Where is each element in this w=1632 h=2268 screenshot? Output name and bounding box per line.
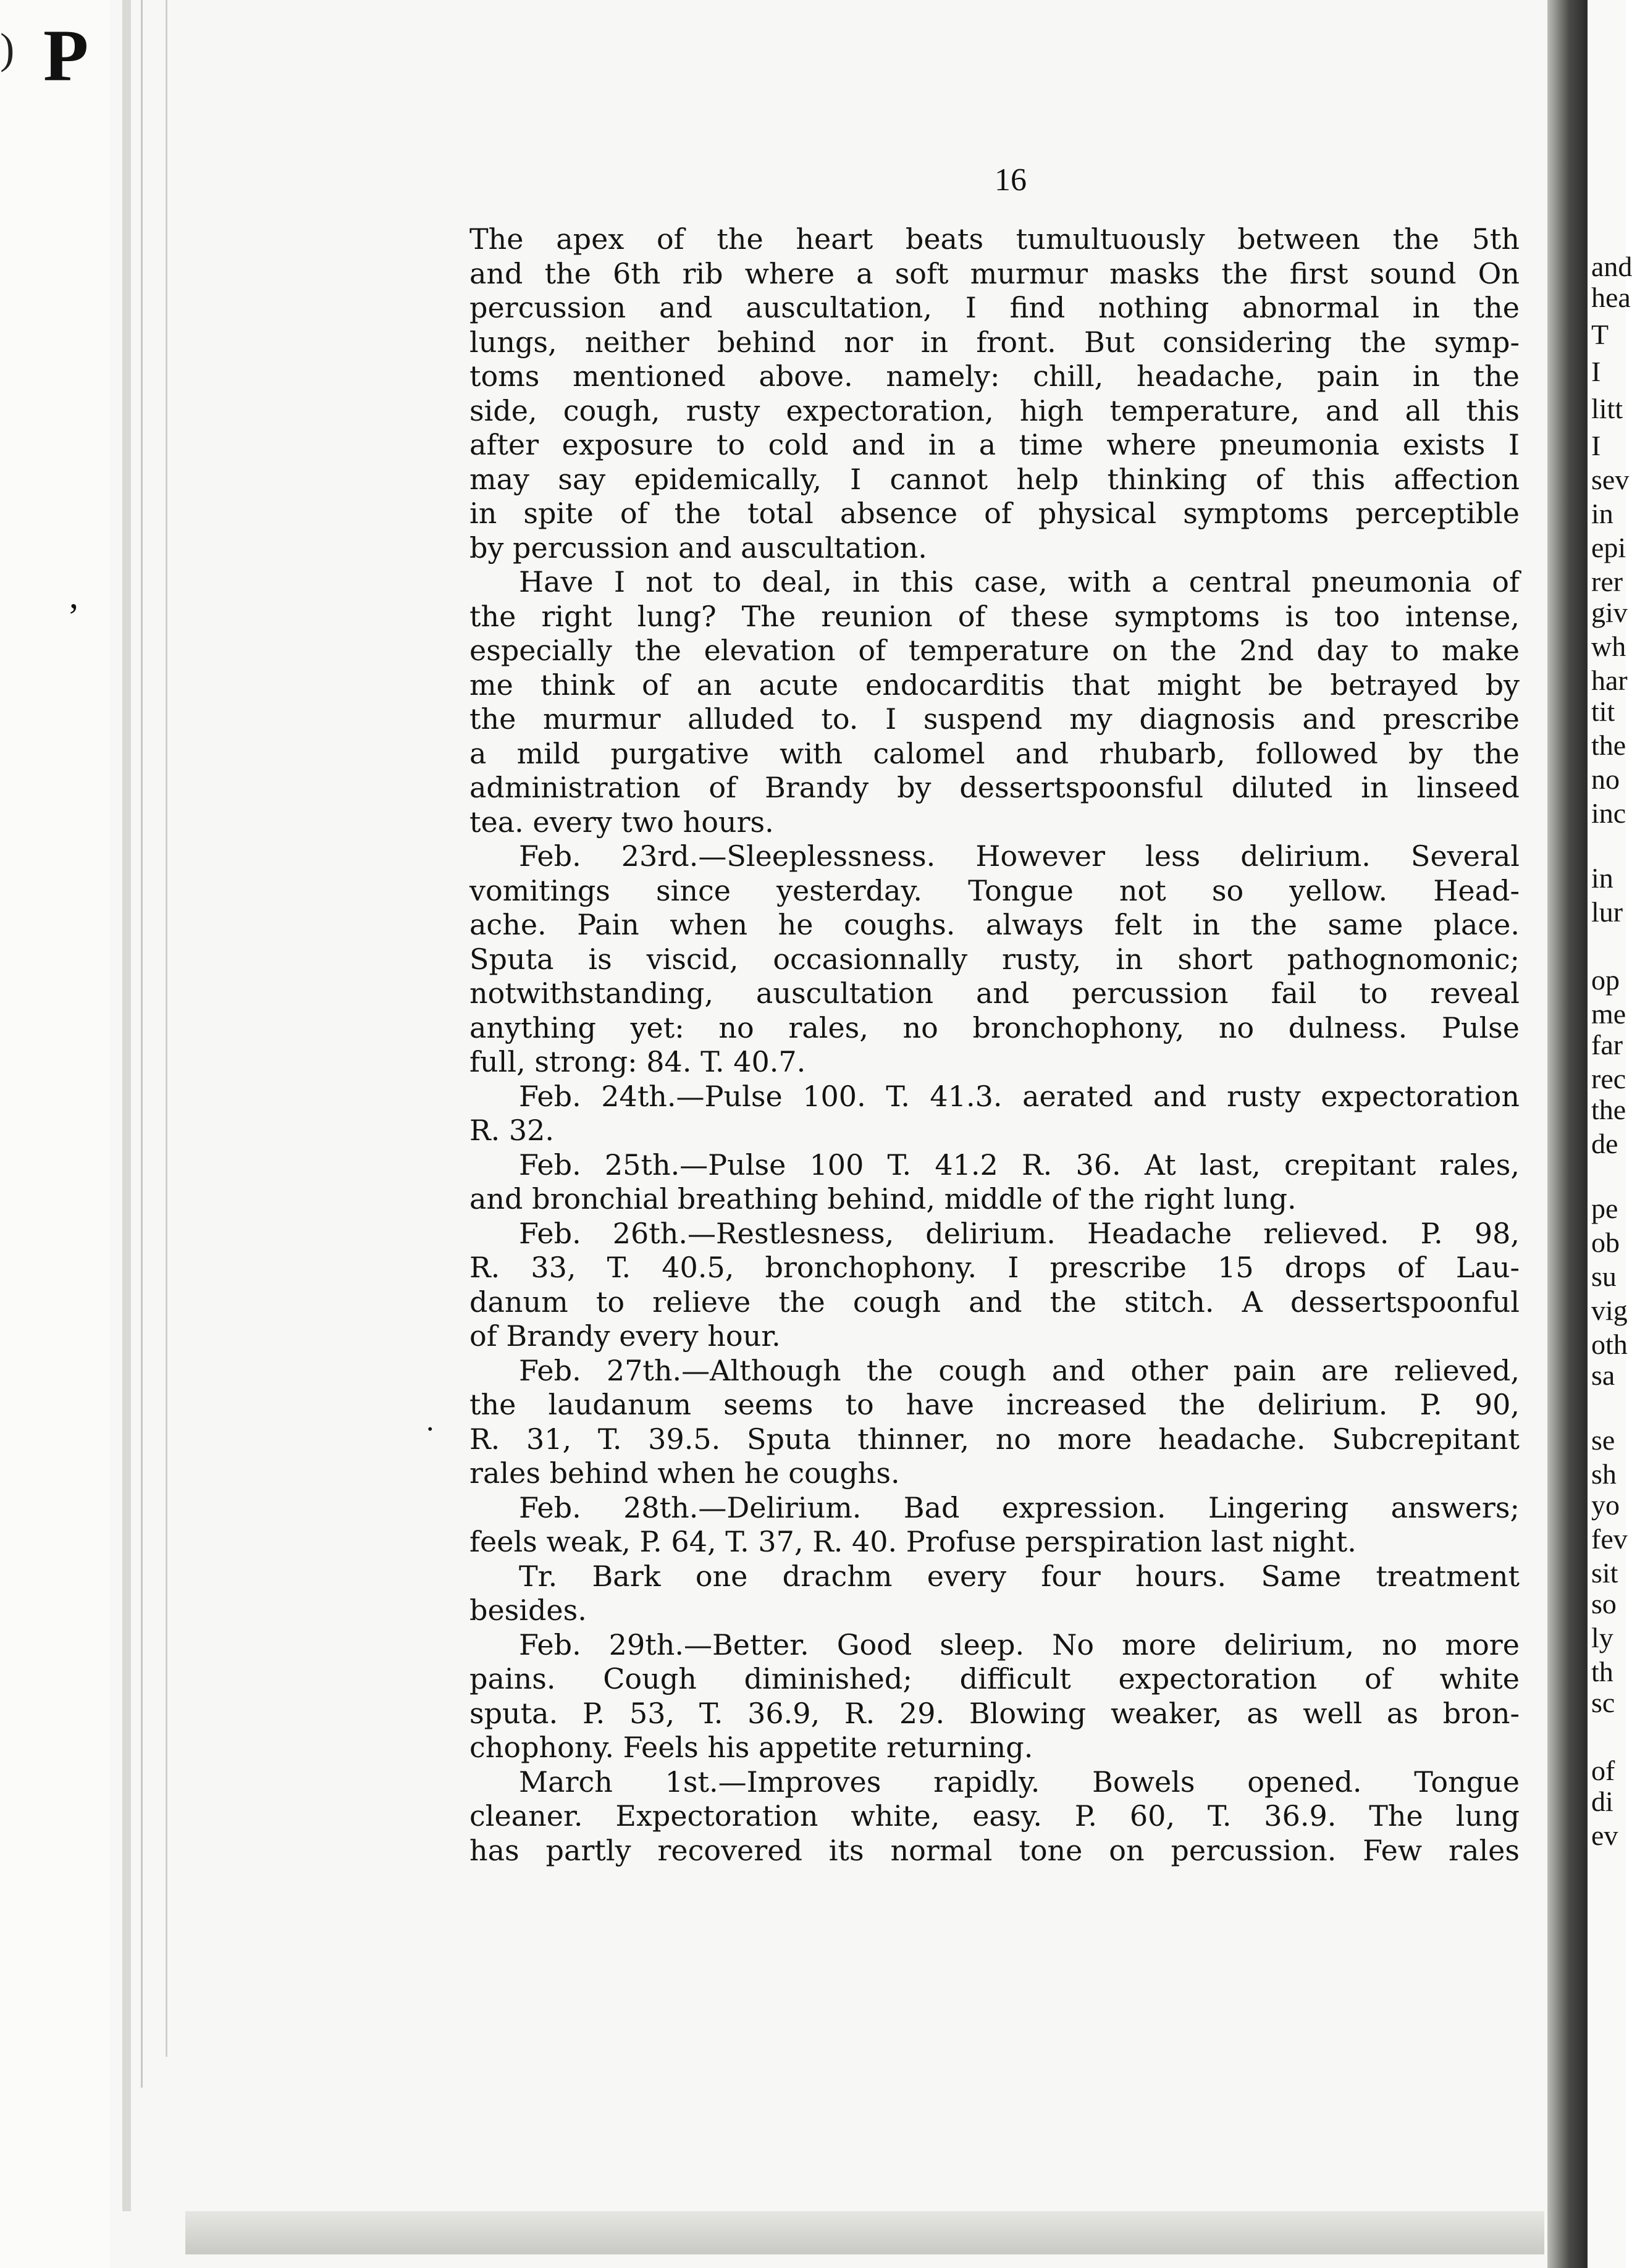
paragraph (469, 1560, 1520, 1628)
next-page-fragment: sev (1591, 464, 1630, 495)
bottom-page-edge (185, 2211, 1544, 2254)
next-page-fragment: wh (1591, 631, 1626, 662)
paragraph (469, 222, 1520, 565)
text-line: anything yet: no rales, no bronchophony, no dulness. Pulse (469, 1010, 1520, 1044)
next-page-fragment: th (1591, 1656, 1613, 1687)
next-page-fragment: vig (1591, 1295, 1628, 1326)
paragraph (469, 839, 1520, 1080)
next-page-fragment: ev (1591, 1820, 1618, 1851)
next-page-fragment: rer (1591, 566, 1623, 597)
next-page-fragment: I (1591, 430, 1601, 461)
text-line: and the 6th rib where a soft murmur masks the first sound On (469, 256, 1520, 290)
text-line: may say epidemically, I cannot help thinking of this affection (469, 462, 1520, 496)
page-edge-line (141, 0, 143, 2088)
next-page-fragment: sit (1591, 1557, 1618, 1589)
next-page-fragment: pe (1591, 1193, 1618, 1224)
text-line: toms mentioned above. namely: chill, headache, pain in the (469, 359, 1520, 393)
text-line: Feb. 28th.—Delirium. Bad expression. Lingering answers; (519, 1490, 1520, 1524)
text-line: chophony. Feels his appetite returning. (469, 1731, 1033, 1764)
previous-page-edge (0, 0, 110, 2268)
text-line: me think of an acute endocarditis that might be betrayed by (469, 668, 1520, 702)
next-page-fragment: su (1591, 1261, 1617, 1292)
text-line: after exposure to cold and in a time where pneumonia exists I (469, 428, 1520, 461)
text-line: side, cough, rusty expectoration, high temperature, and all this (469, 393, 1520, 427)
body-text (469, 222, 1520, 1868)
next-page-fragment: the (1591, 729, 1626, 761)
paragraph (469, 1148, 1520, 1217)
text-line: in spite of the total absence of physical symptoms perceptible (469, 497, 1520, 530)
text-line: and bronchial breathing behind, middle of the right lung. (469, 1182, 1297, 1216)
text-line: Feb. 27th.—Although the cough and other pain are relieved, (519, 1353, 1520, 1387)
paragraph (469, 1765, 1520, 1868)
text-line: the right lung? The reunion of these symptoms is too intense, (469, 599, 1520, 633)
next-page-fragment: oth (1591, 1329, 1628, 1360)
text-line: Feb. 24th.—Pulse 100. T. 41.3. aerated and rusty expectoration (519, 1079, 1520, 1113)
binding-edge (122, 0, 131, 2211)
next-page-fragment: sa (1591, 1359, 1615, 1391)
margin-mark: , (69, 575, 78, 616)
text-line: besides. (469, 1594, 587, 1627)
text-line: sputa. P. 53, T. 36.9, R. 29. Blowing weaker, as well as bron- (469, 1696, 1520, 1730)
text-line: Feb. 23rd.—Sleeplessness. However less delirium. Several (519, 839, 1520, 873)
next-page-fragment: no (1591, 763, 1620, 795)
text-line: Tr. Bark one drachm every four hours. Same treatment (519, 1559, 1520, 1593)
next-page-fragment: inc (1591, 797, 1626, 829)
paragraph (469, 565, 1520, 839)
next-page-fragment: I (1591, 356, 1601, 387)
text-line: the murmur alluded to. I suspend my diagnosis and prescribe (469, 702, 1520, 736)
next-page-fragment: epi (1591, 532, 1626, 563)
text-line: administration of Brandy by dessertspoonsful diluted in linseed (469, 771, 1520, 804)
text-line: percussion and auscultation, I find nothing abnormal in the (469, 291, 1520, 324)
text-line: Have I not to deal, in this case, with a central pneumonia of (519, 565, 1520, 598)
next-page-fragment: of (1591, 1755, 1615, 1786)
text-line: feels weak, P. 64, T. 37, R. 40. Profuse perspiration last night. (469, 1525, 1356, 1558)
text-line: Feb. 29th.—Better. Good sleep. No more delirium, no more (519, 1628, 1520, 1661)
edge-letter: P (43, 14, 89, 96)
text-line: has partly recovered its normal tone on percussion. Few rales (469, 1833, 1520, 1867)
text-line: the laudanum seems to have increased the delirium. P. 90, (469, 1388, 1520, 1421)
next-page-fragment: sc (1591, 1687, 1615, 1718)
paragraph (469, 1080, 1520, 1148)
text-line: lungs, neither behind nor in front. But considering the symp- (469, 325, 1520, 359)
next-page-fragment: fev (1591, 1523, 1628, 1555)
page-edge-line (166, 0, 167, 2057)
text-line: pains. Cough diminished; difficult expectoration of white (469, 1662, 1520, 1695)
next-page-fragment: and (1591, 251, 1632, 282)
next-page-fragment: far (1591, 1029, 1623, 1060)
text-line: The apex of the heart beats tumultuously between the 5th (469, 222, 1520, 256)
text-line: March 1st.—Improves rapidly. Bowels opened. Tongue (519, 1765, 1520, 1799)
next-page-fragment: me (1591, 998, 1626, 1030)
paragraph (469, 1217, 1520, 1354)
next-page-fragment: se (1591, 1424, 1615, 1456)
next-page-fragment: in (1591, 498, 1613, 529)
next-page-fragment: the (1591, 1094, 1626, 1125)
margin-mark: . (426, 1403, 434, 1437)
next-page-fragment: T (1591, 319, 1609, 350)
book-gutter (1547, 0, 1588, 2268)
text-line: by percussion and auscultation. (469, 531, 927, 565)
text-line: cleaner. Expectoration white, easy. P. 60, T. 36.9. The lung (469, 1799, 1520, 1833)
next-page-fragment: giv (1591, 597, 1628, 628)
text-line: a mild purgative with calomel and rhubarb, followed by the (469, 736, 1520, 770)
text-line: Feb. 25th.—Pulse 100 T. 41.2 R. 36. At last, crepitant rales, (519, 1148, 1520, 1182)
text-line: Sputa is viscid, occasionnally rusty, in short pathognomonic; (469, 942, 1520, 976)
text-line: ache. Pain when he coughs. always felt in the same place. (469, 908, 1520, 941)
text-line: R. 31, T. 39.5. Sputa thinner, no more headache. Subcrepitant (469, 1422, 1520, 1456)
next-page-fragment: ob (1591, 1227, 1620, 1258)
paragraph (469, 1628, 1520, 1765)
next-page-fragment: rec (1591, 1063, 1626, 1094)
text-line: tea. every two hours. (469, 805, 774, 839)
paragraph (469, 1491, 1520, 1560)
text-line: danum to relieve the cough and the stitch. A dessertspoonful (469, 1285, 1520, 1319)
next-page-fragment: hea (1591, 282, 1631, 313)
next-page-fragment: in (1591, 862, 1613, 894)
next-page-fragment: so (1591, 1588, 1617, 1619)
next-page-fragment: op (1591, 964, 1620, 996)
text-line: rales behind when he coughs. (469, 1456, 900, 1490)
next-page-fragment: yo (1591, 1489, 1620, 1521)
next-page-fragment: de (1591, 1128, 1618, 1159)
text-line: full, strong: 84. T. 40.7. (469, 1045, 806, 1078)
text-line: Feb. 26th.—Restlesness, delirium. Headache relieved. P. 98, (519, 1216, 1520, 1250)
next-page-fragment: tit (1591, 695, 1615, 727)
next-page-edge (1588, 0, 1632, 2268)
next-page-fragment: lur (1591, 896, 1623, 928)
edge-mark: ) (0, 25, 15, 73)
text-line: notwithstanding, auscultation and percussion fail to reveal (469, 976, 1520, 1010)
text-line: R. 32. (469, 1114, 555, 1147)
next-page-fragment: litt (1591, 393, 1623, 424)
text-line: vomitings since yesterday. Tongue not so yellow. Head- (469, 873, 1520, 907)
text-line: of Brandy every hour. (469, 1319, 781, 1353)
next-page-fragment: har (1591, 665, 1628, 696)
page-number: 16 (995, 162, 1027, 198)
text-line: R. 33, T. 40.5, bronchophony. I prescribe 15 drops of Lau- (469, 1251, 1520, 1284)
next-page-fragment: di (1591, 1786, 1613, 1817)
next-page-fragment: sh (1591, 1458, 1617, 1490)
next-page-fragment: ly (1591, 1622, 1613, 1653)
text-line: especially the elevation of temperature on the 2nd day to make (469, 634, 1520, 667)
paragraph (469, 1354, 1520, 1491)
